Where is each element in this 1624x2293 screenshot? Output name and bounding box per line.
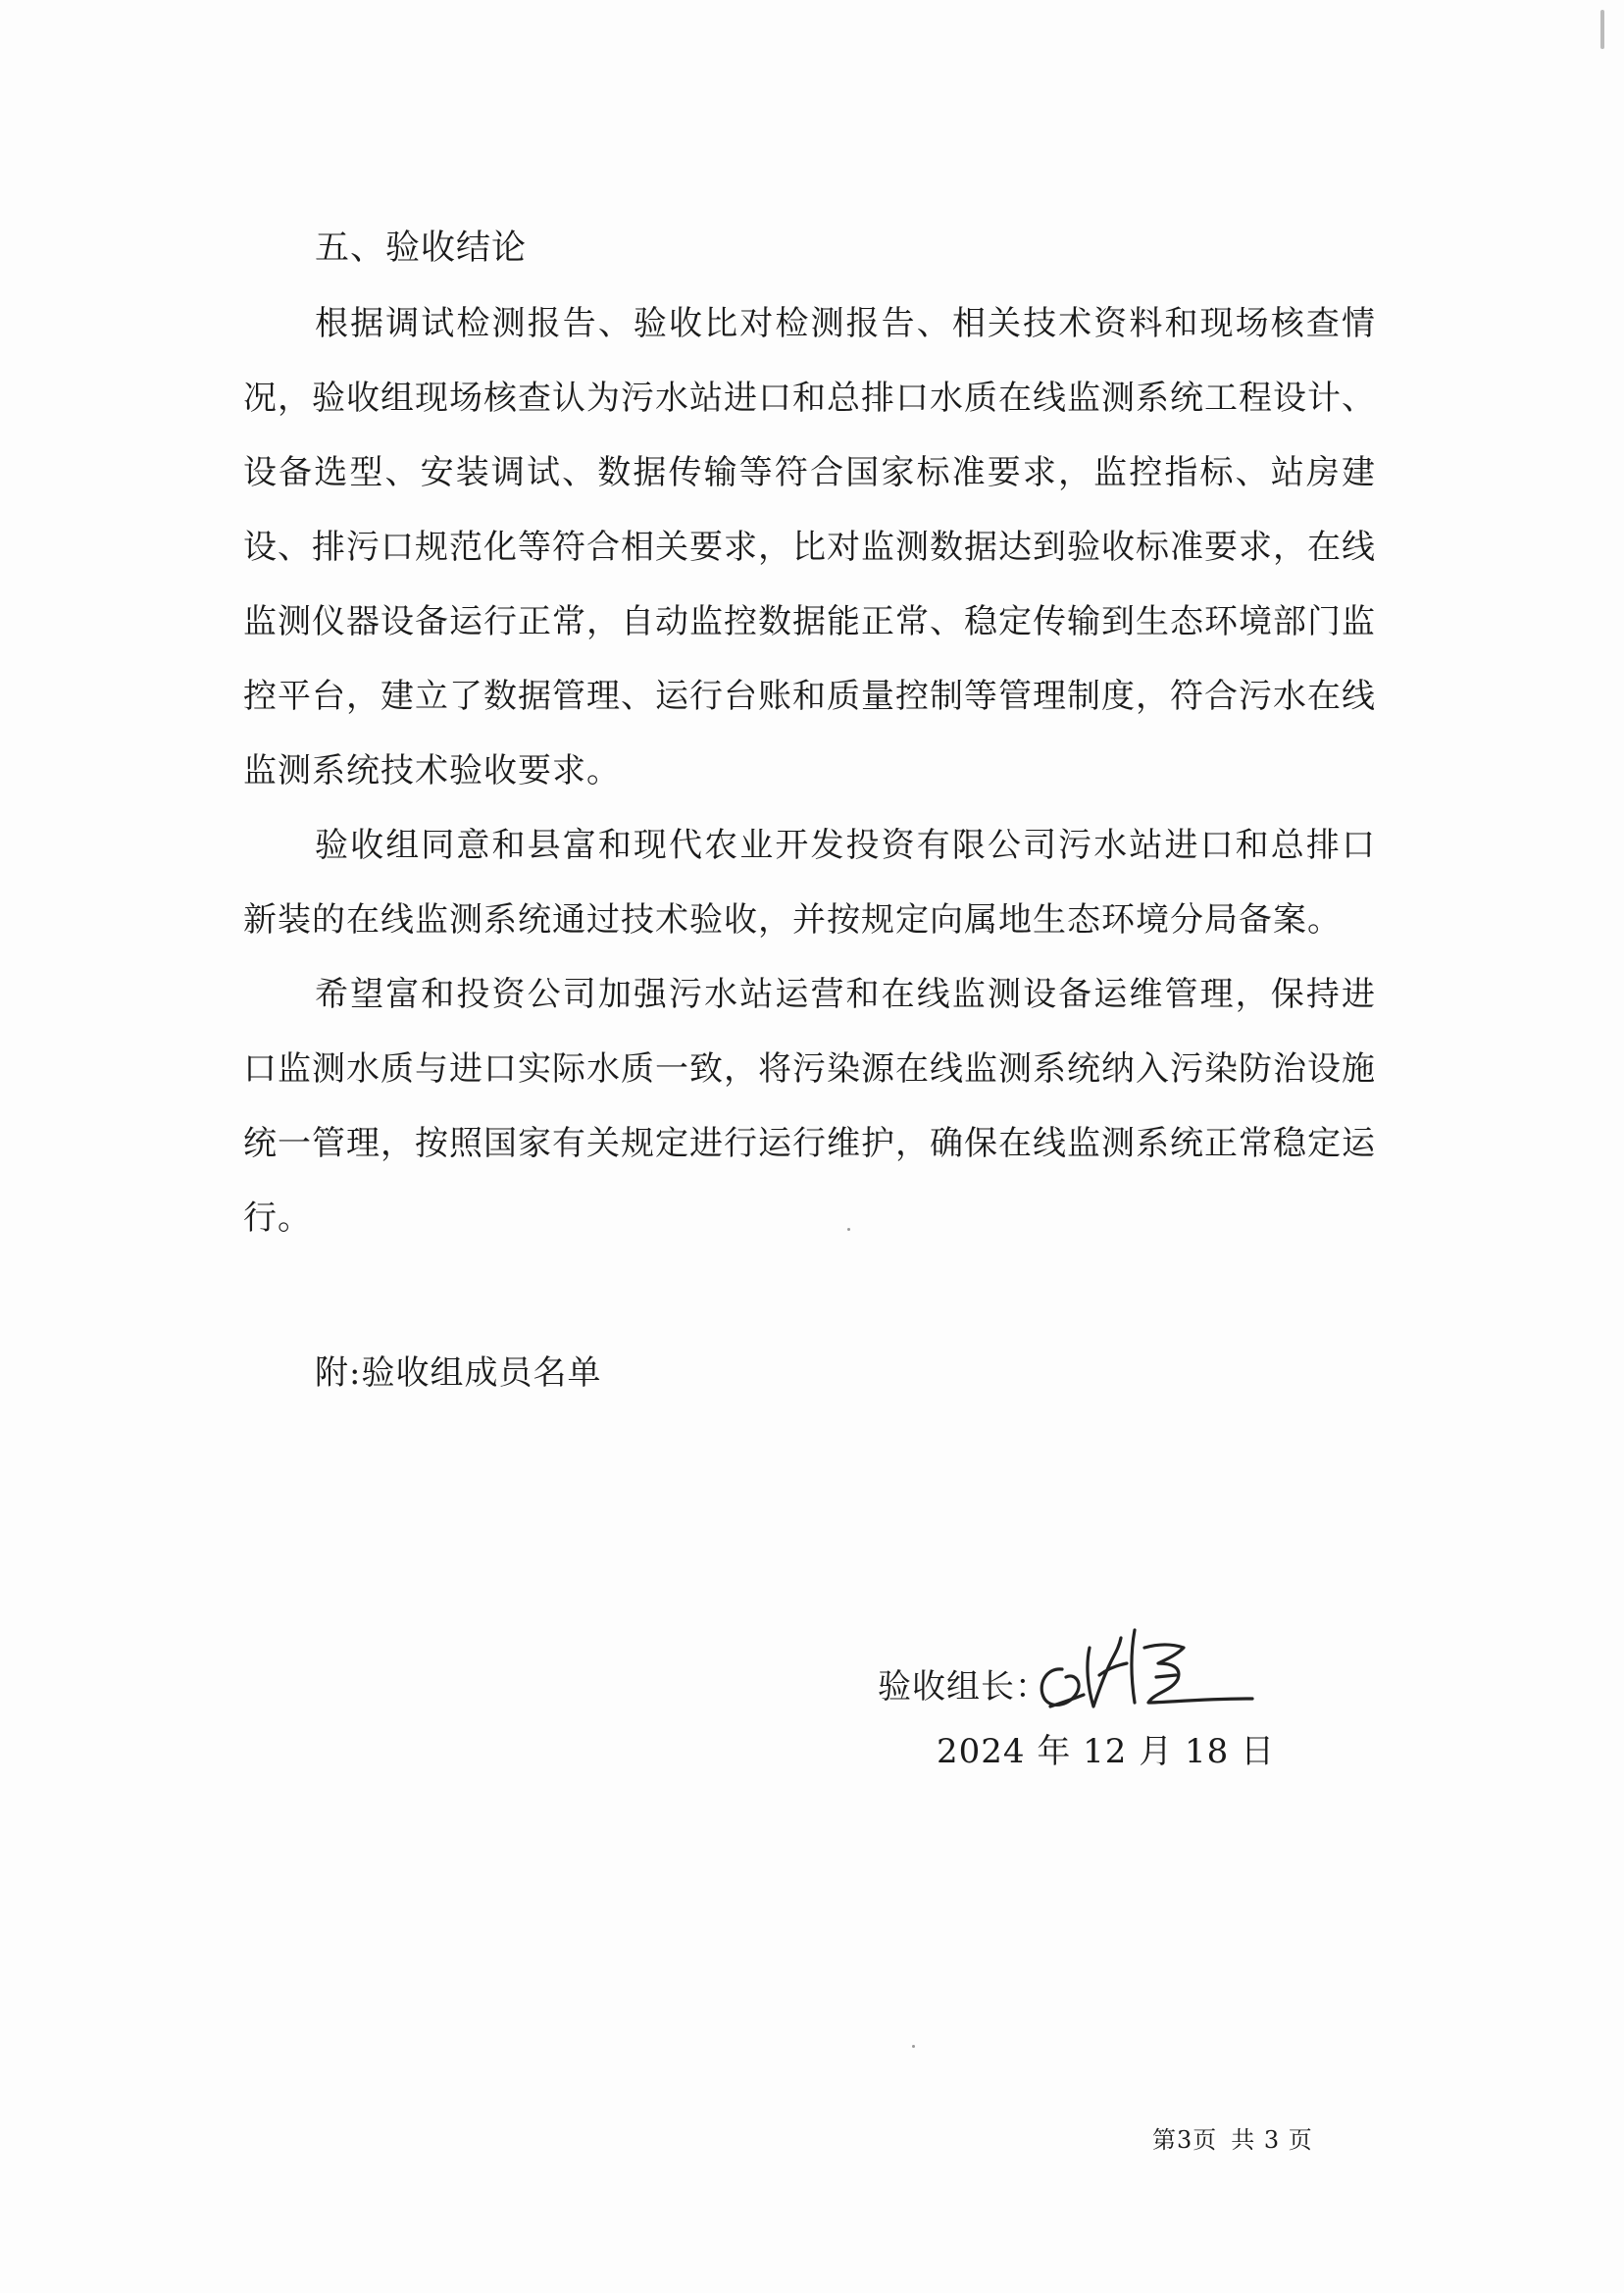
scan-speck bbox=[912, 2045, 915, 2048]
page-number-current: 第3页 bbox=[1152, 2126, 1218, 2154]
signature-label: 验收组长： bbox=[878, 1667, 1049, 1707]
handwritten-signature bbox=[1029, 1608, 1254, 1716]
paragraph-recommendation: 希望富和投资公司加强污水站运营和在线监测设备运维管理，保持进口监测水质与进口实际水质一致，将污染源在线监测系统纳入污染防治设施统一管理，按照国家有关规定进行运行维护，确保在线监测系统正常稳定运行。 bbox=[243, 975, 1376, 1238]
signature-block bbox=[878, 1608, 1290, 1785]
paragraph-conclusion: 根据调试检测报告、验收比对检测报告、相关技术资料和现场核查情况，验收组现场核查认为污水站进口和总排口水质在线监测系统工程设计、设备选型、安装调试、数据传输等符合国家标准要求，监控指标、站房建设、排污口规范化等符合相关要求，比对监测数据达到验收标准要求，在线监测仪器设备运行正常，自动监控数据能正常、稳定传输到生态环境部门监控平台，建立了数据管理、运行台账和质量控制等管理制度，符合污水在线监测系统技术验收要求。 bbox=[243, 304, 1376, 790]
paragraph-approval: 验收组同意和县富和现代农业开发投资有限公司污水站进口和总排口新装的在线监测系统通过技术验收，并按规定向属地生态环境分局备案。 bbox=[243, 826, 1376, 940]
signature-date: 2024 年 12 月 18 日 bbox=[937, 1732, 1276, 1771]
scan-speck bbox=[847, 1228, 850, 1231]
page-number-total: 共 3 页 bbox=[1231, 2126, 1313, 2154]
attachment-note: 附:验收组成员名单 bbox=[315, 1353, 602, 1393]
section-heading: 五、验收结论 bbox=[315, 229, 528, 268]
scan-speck bbox=[1600, 10, 1604, 49]
document-body bbox=[243, 218, 1376, 1410]
page-footer bbox=[1152, 2120, 1313, 2155]
